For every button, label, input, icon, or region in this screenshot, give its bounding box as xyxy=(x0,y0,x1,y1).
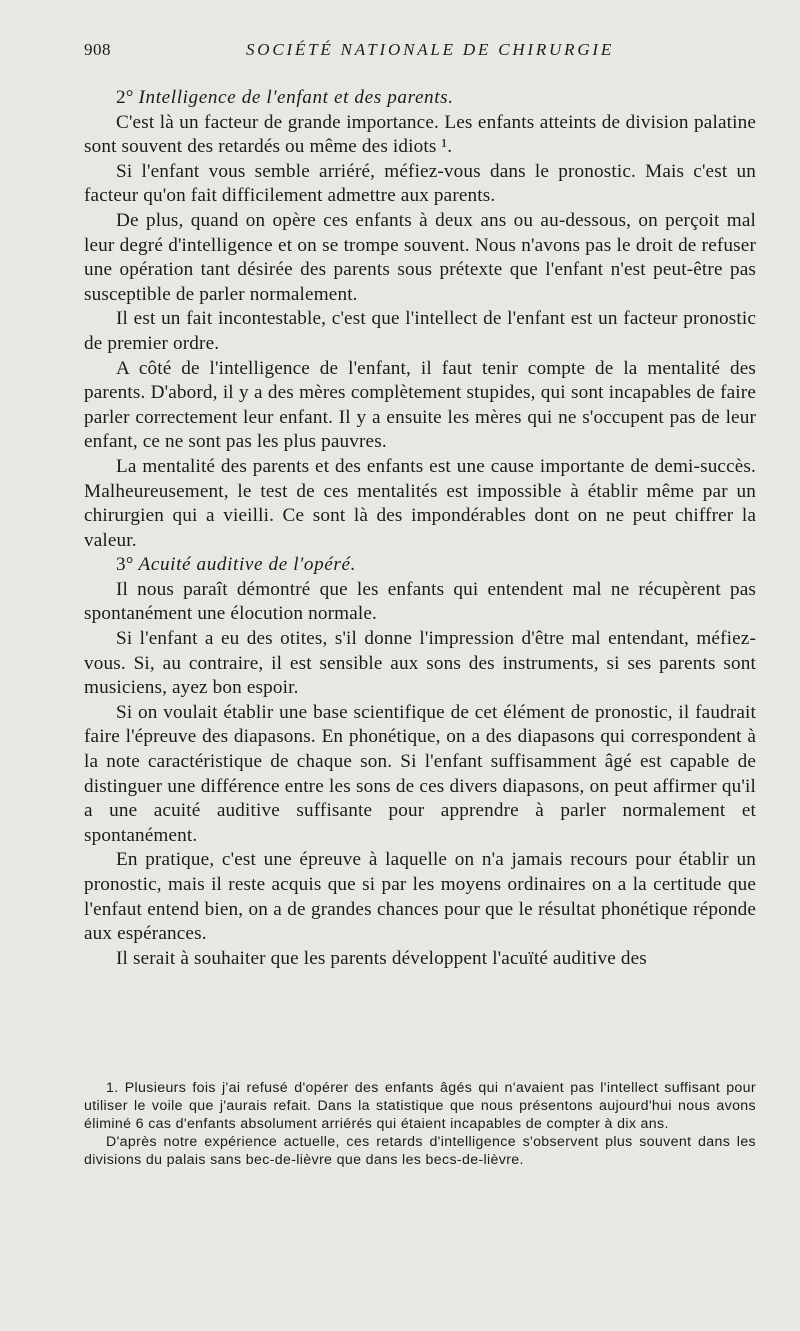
paragraph: Si l'enfant vous semble arriéré, méfiez-vous dans le pronostic. Mais c'est un facteur qu'on fait difficilement admettre aux parents. xyxy=(84,160,756,207)
footnote: D'après notre expérience actuelle, ces retards d'intelligence s'observent plus souvent dans les divisions du palais sans bec-de-lièvre que dans les becs-de-lièvre. xyxy=(84,1133,756,1168)
paragraph: Il est un fait incontestable, c'est que l'intellect de l'enfant est un facteur pronostic de premier ordre. xyxy=(84,308,756,354)
paragraph: De plus, quand on opère ces enfants à deux ans ou au-dessous, on perçoit mal leur degré d'intelligence et on se trompe souvent. Nous n'avons pas le droit de refuser une opération tant désirée des parents sous prétexte que l'enfant n'est peut-être pas susceptible de parler normalement. xyxy=(84,209,756,305)
paragraph: En pratique, c'est une épreuve à laquelle on n'a jamais recours pour établir un pronostic, mais il reste acquis que si par les moyens ordinaires on a la certitude que l'enfaut entend bien, on a de grandes chances pour que le résultat phonétique réponde aux espérances. xyxy=(84,849,756,945)
page-number: 908 xyxy=(84,40,111,59)
paragraph: C'est là un facteur de grande importance. Les enfants atteints de division palatine sont souvent des retardés ou même des idiots ¹. xyxy=(84,111,756,158)
paragraph: Si on voulait établir une base scientifique de cet élément de pronostic, il faudrait faire l'épreuve des diapasons. En phonétique, on a des diapasons qui correspondent à la note caractéristique de chaque son. Si l'enfant suffisamment âgé est capable de distinguer une différence entre les sons de ces divers diapasons, on peut affirmer qu'il a une acuité auditive suffisante pour apprendre à parler normalement et spontanément. xyxy=(84,701,756,846)
section-heading-intelligence xyxy=(84,86,756,111)
section-number: 3° xyxy=(116,554,134,576)
footnote: 1. Plusieurs fois j'ai refusé d'opérer des enfants âgés qui n'avaient pas l'intellect suffisant pour utiliser le voile que j'aurais refait. Dans la statistique que nous présentons aujourd'hui nous avons éliminé 6 cas d'enfants absolument arriérés qui étaient incapables de compter à dix ans. xyxy=(84,1080,756,1132)
paragraph: La mentalité des parents et des enfants est une cause importante de demi-succès. Malheureusement, le test de ces mentalités est impossible à établir même par un chirurgien qui a vieilli. Ce sont là des impondérables dont on ne peut chiffrer la valeur. xyxy=(84,455,756,551)
section-heading-acuite xyxy=(84,553,756,578)
journal-title: SOCIÉTÉ NATIONALE DE CHIRURGIE xyxy=(245,40,615,59)
section-number: 2° xyxy=(116,87,134,108)
paragraph: Si l'enfant a eu des otites, s'il donne l'impression d'être mal entendant, méfiez-vous. Si, au contraire, il est sensible aux sons des instruments, si ses parents sont musiciens, ayez bon espoir. xyxy=(84,628,756,699)
body-text xyxy=(84,86,756,971)
section-title: Intelligence de l'enfant et des parents. xyxy=(138,87,454,108)
paragraph: A côté de l'intelligence de l'enfant, il faut tenir compte de la mentalité des parents. D'abord, il y a des mères complètement stupides, qui sont incapables de faire parler correctement leur enfant. Il y a ensuite les mères qui ne s'occupent pas de leur enfant, ce ne sont pas les plus pauvres. xyxy=(84,357,756,453)
section-title: Acuité auditive de l'opéré. xyxy=(138,554,356,576)
paragraph: Il serait à souhaiter que les parents développent l'acuïté auditive des xyxy=(116,947,647,969)
running-header xyxy=(84,40,716,66)
paragraph: Il nous paraît démontré que les enfants qui entendent mal ne récupèrent pas spontanément une élocution normale. xyxy=(84,578,756,625)
footnotes xyxy=(84,1080,756,1170)
